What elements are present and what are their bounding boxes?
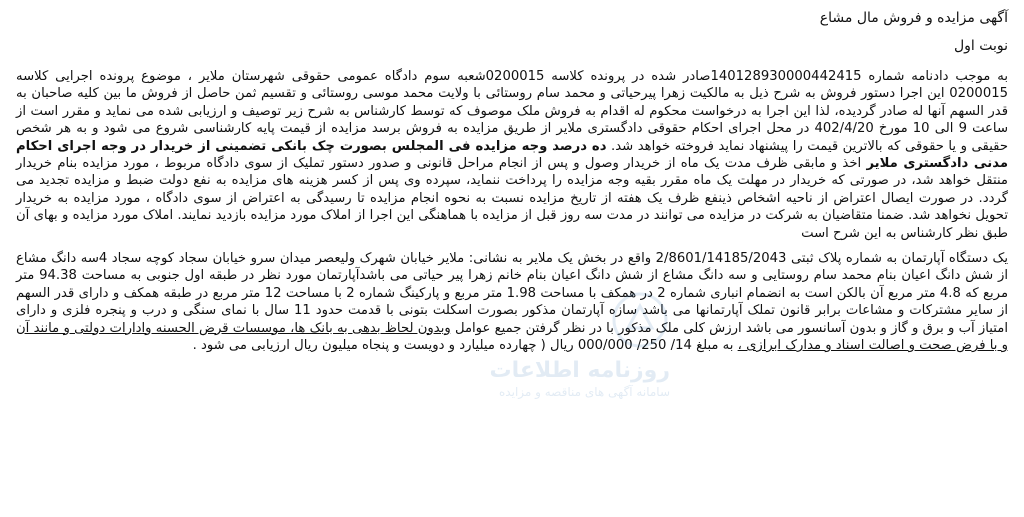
valuation-condition-underlined: وبدون لحاظ بدهی به بانک ها، موسسات قرض الحسنه وادارات دولتی و مانند آن و با فرض صحت و اصالت اسناد و مدارک ابرازی ، <box>16 320 1008 354</box>
deposit-condition-bold: ده درصد وجه مزایده فی المجلس بصورت چک بانکی تضمینی از خریدار در وجه اجرای احکام مدنی دادگستری ملایر <box>16 138 1008 172</box>
paragraph1-text-continued: اخذ و مابقی ظرف مدت یک ماه از خریدار وصول و پس از انجام مراحل قانونی و صدور دستور تملیک از سوی دادگاه مربوط ، مورد مزایده بنام خریدار منتقل خواهد شد، در صورتی که خریدار در مهلت یک ماه مقرر بقیه وجه مزایده را پرداخت ننماید، سپرده وی پس از کسر هزینه های مزایده به نفع دولت ضبط و مزایده تجدید می گردد. در صورت ایصال اعتراض از ناحیه اشخاص ذینفع ظرف یک هفته از تاریخ مزایده نسبت به نحوه انجام مزایده تا رسیدگی به اعتراض از سوی دادگاه ، مورد مزایده به خریدار تحویل نخواهد شد. ضمنا متقاضیان به شرکت در مزایده می توانند در مدت سه روز قبل از مزایده با هماهنگی این اجرا از املاک مورد مزایده بازدید نمایند. املاک مورد مزایده و بهای آن طبق نظر کارشناس به این شرح است <box>16 156 1008 241</box>
notice-round: نوبت اول <box>953 38 1008 54</box>
notice-title: آگهی مزایده و فروش مال مشاع <box>819 10 1008 26</box>
notice-paragraph-main <box>16 68 1008 242</box>
property-description-paragraph <box>16 250 1008 354</box>
valuation-amount-text: به مبلغ 14/ 250/ 000/000 ریال ( چهارده میلیارد و دویست و پنجاه میلیون ریال ارزیابی می شود . <box>192 338 738 354</box>
paragraph1-text: به موجب دادنامه شماره 140128930000442415صادر شده در پرونده کلاسه 0200015شعبه سوم دادگاه عمومی حقوقی شهرستان ملایر ، موضوع پرونده اجرایی کلاسه 0200015 این اجرا دستور فروش به شرح ذیل به مالکیت زهرا پیرحیاتی و محمد سام روستائی با ولایت محمد موسی روستائی و تقسیم ثمن حاصل از فروش ما بین کلیه صاحبان به قدر السهم آنها له صادر گردیده، لذا این اجرا به درخواست محکوم له اقدام به فروش ملک موصوف که توسط کارشناس به شرح زیر توصیف و ارزیابی شده می نماید و مقرر است از ساعت 9 الی 10 مورخ 402/4/20 در محل اجرای احکام حقوقی دادگستری ملایر از طریق مزایده به فروش برسد مزایده از قیمت پایه کارشناسی شروع می شود و به هر شخص حقیقی و یا حقوقی که بالاترین قیمت را پیشنهاد نماید فروخته خواهد شد. <box>16 69 1008 154</box>
property-description-text: یک دستگاه آپارتمان به شماره پلاک ثبتی 2/8601/14185/2043 واقع در بخش یک ملایر به نشانی: ملایر خیابان شهرک ولیعصر میدان سرو خیابان سجاد کوچه سجاد 4سه دانگ مشاع از شش دانگ اعیان بنام محمد سام روستایی و سه دانگ مشاع از شش دانگ اعیان بنام خانم زهرا پیر حیاتی می باشدآپارتمان مورد نظر در طبقه اول جنوبی به مساحت 94.38 متر مربع که 4.8 متر مربع آن بالکن است به انضمام انباری شماره 2 در همکف با مساحت 1.98 متر مربع و پارکینگ شماره 2 با مساحت 12 متر مربع در طبقه همکف و دارای قدر السهم از سایر مشترکات و مشاعات برابر قانون تملک آپارتمانها می باشد سازه آپارتمان مذکور بصورت اسکلت بتونی با قدمت حدود 11 سال با نمای سنگی و درب و پنجره فلزی و دارای امتیاز آب و برق و گاز و بدون آسانسور می باشد ارزش کلی ملک مذکور با در نظر گرفتن جمیع عوامل <box>16 251 1009 336</box>
watermark-subtext: سامانه آگهی های مناقصه و مزایده <box>499 385 670 399</box>
watermark-text: روزنامه اطلاعات <box>489 358 670 383</box>
